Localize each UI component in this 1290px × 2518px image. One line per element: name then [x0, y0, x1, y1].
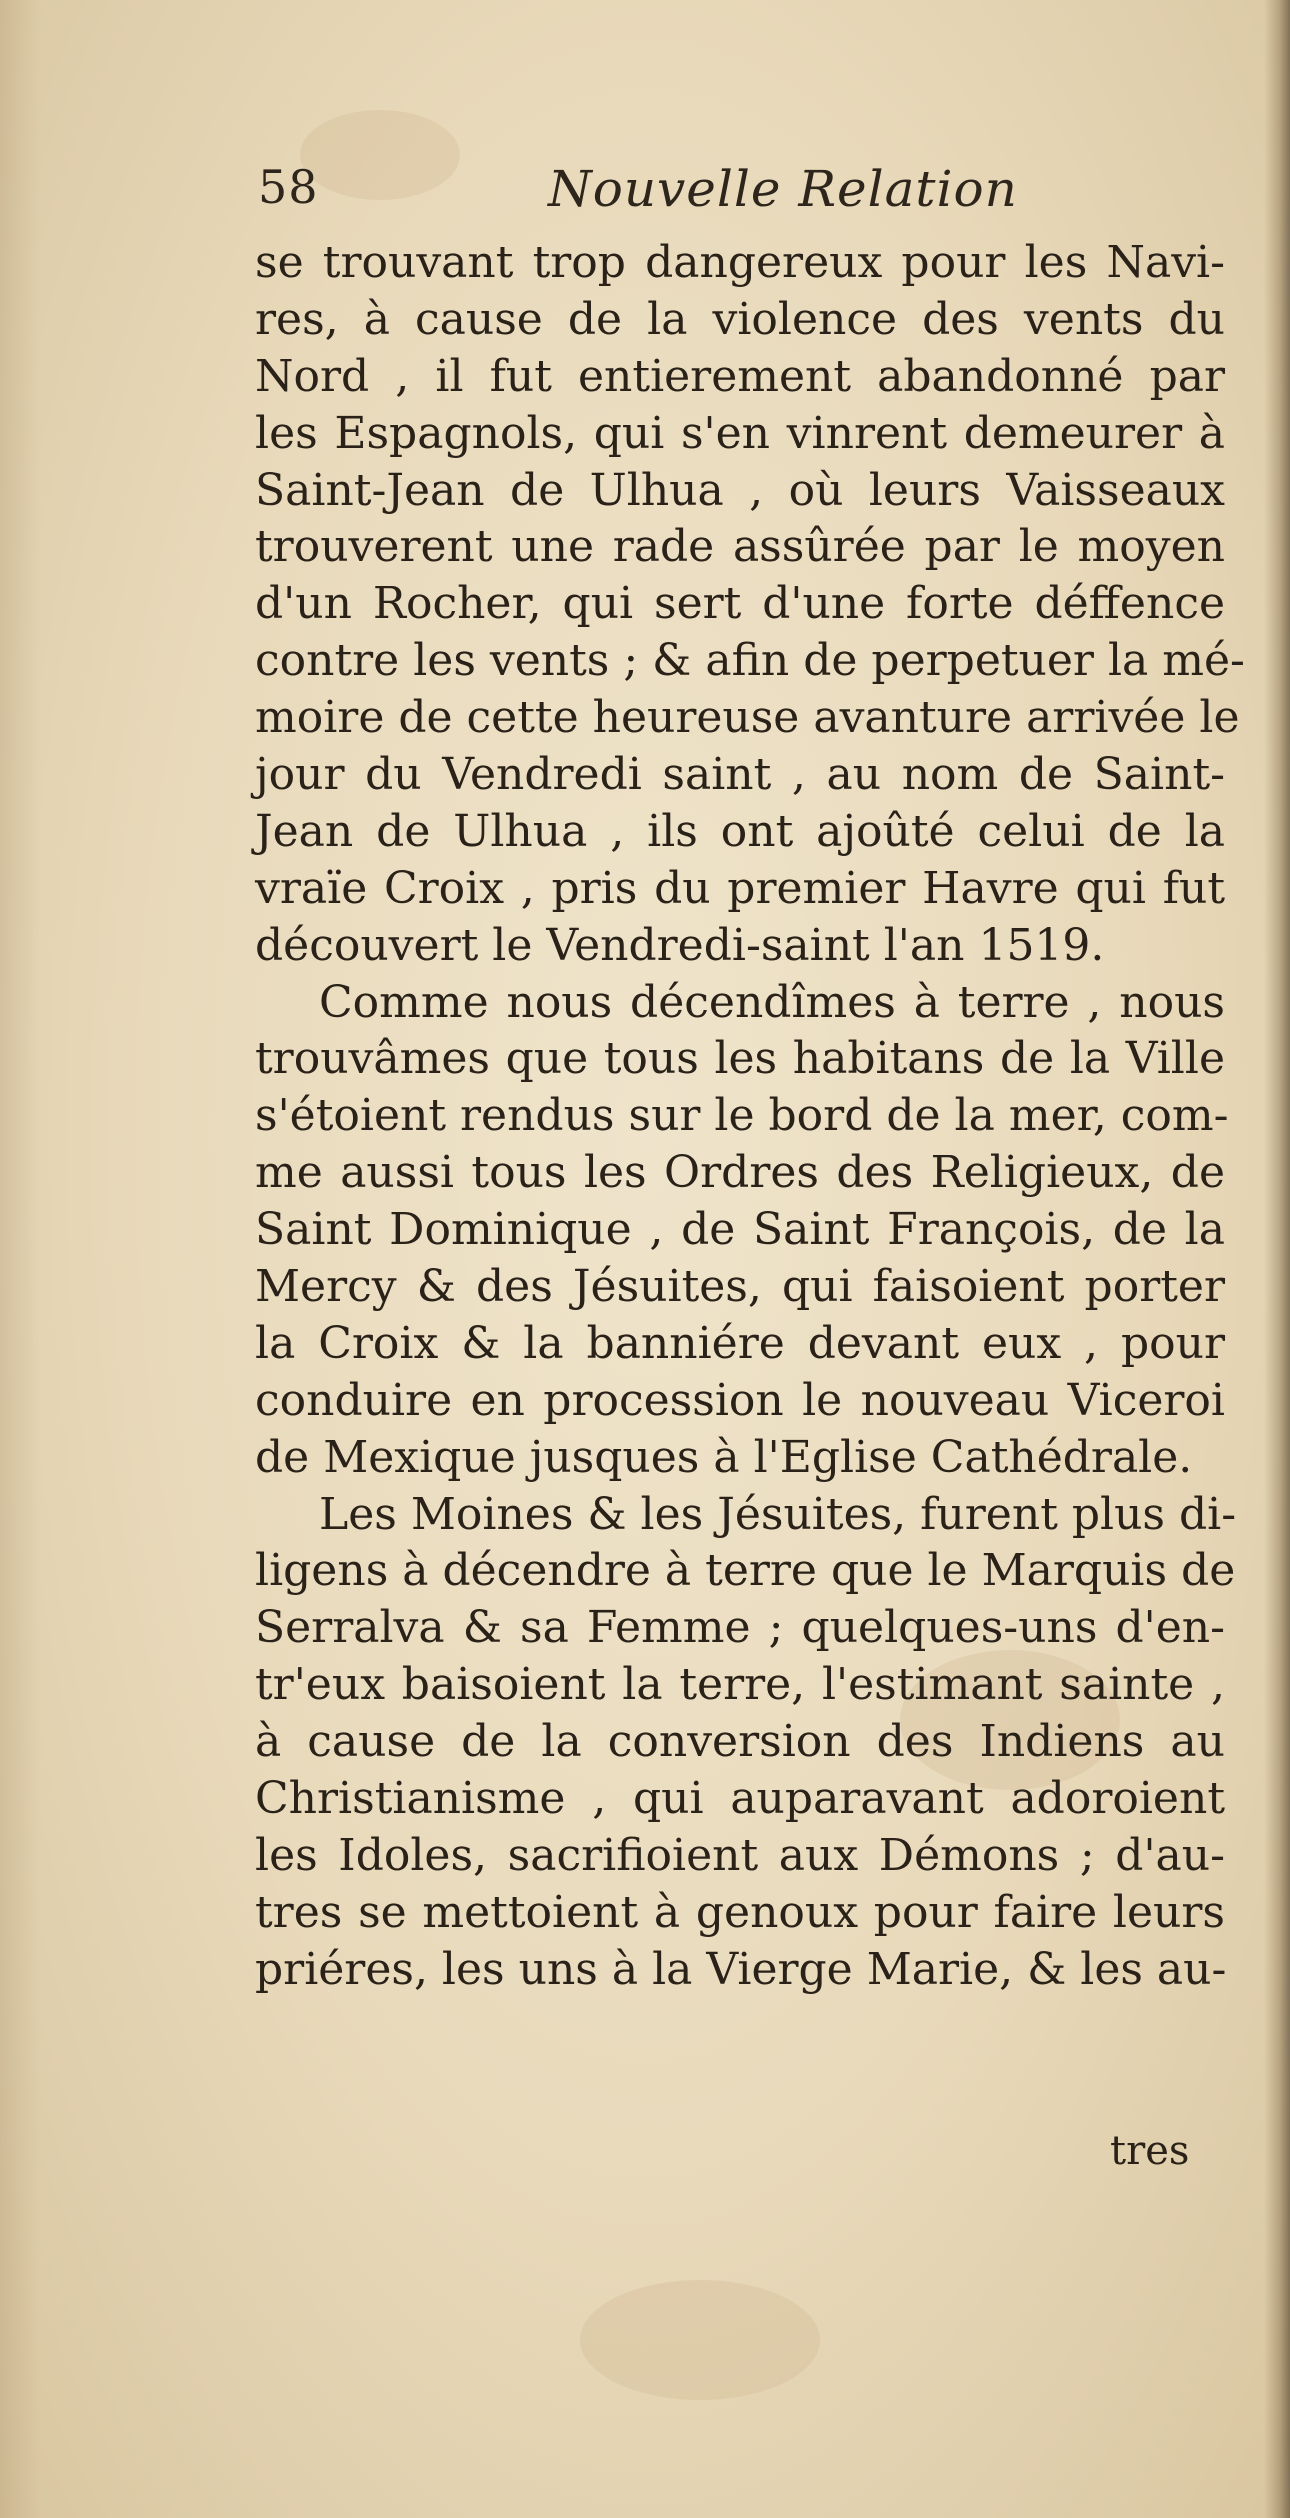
page-number: 58 [258, 160, 319, 214]
text-line: se trouvant trop dangereux pour les Navi- [255, 237, 1225, 288]
text-line: ligens à décendre à terre que le Marquis de [255, 1545, 1236, 1597]
text-line: me aussi tous les Ordres des Religieux, de [255, 1147, 1225, 1199]
text-line: les Idoles, sacrifioient aux Démons ; d'au- [255, 1829, 1225, 1881]
text-line: trouvâmes que tous les habitans de la Ville [255, 1033, 1225, 1085]
paper-stain [580, 2280, 820, 2400]
text-line: à cause de la conversion des Indiens au [255, 1716, 1225, 1768]
text-line: contre les vents ; & afin de perpetuer la mé- [255, 635, 1245, 687]
text-line: s'étoient rendus sur le bord de la mer, com- [255, 1090, 1229, 1142]
paragraph-start-line: Les Moines & les Jésuites, furent plus di- [319, 1488, 1237, 1540]
text-line: vraïe Croix , pris du premier Havre qui fut [255, 862, 1225, 914]
text-line: priéres, les uns à la Vierge Marie, & les au- [255, 1943, 1227, 1995]
catchword: tres [1110, 2128, 1190, 2174]
text-line: Christianisme , qui auparavant adoroient [255, 1773, 1225, 1825]
text-line: Mercy & des Jésuites, qui faisoient porter [255, 1261, 1225, 1313]
text-line: trouverent une rade assûrée par le moyen [255, 521, 1225, 573]
text-line: la Croix & la banniére devant eux , pour [255, 1317, 1225, 1369]
text-line: découvert le Vendredi-saint l'an 1519. [255, 919, 1105, 971]
text-line: Saint Dominique , de Saint François, de la [255, 1204, 1225, 1256]
text-line: moire de cette heureuse avanture arrivée le [255, 692, 1240, 744]
text-line: Saint-Jean de Ulhua , où leurs Vaisseaux [255, 464, 1225, 516]
running-title: Nouvelle Relation [548, 160, 1018, 218]
paragraph-start-line: Comme nous décendîmes à terre , nous [319, 976, 1225, 1028]
text-line: jour du Vendredi saint , au nom de Saint- [255, 749, 1225, 801]
text-line: res, à cause de la violence des vents du [255, 293, 1225, 345]
text-line: Jean de Ulhua , ils ont ajoûté celui de la [255, 805, 1225, 857]
body-text [255, 235, 1245, 1999]
text-line: Nord , il fut entierement abandonné par [255, 350, 1225, 402]
page-header [258, 160, 1218, 230]
text-line: d'un Rocher, qui sert d'une forte déffence [255, 578, 1225, 630]
text-line: conduire en procession le nouveau Viceroi [255, 1374, 1225, 1426]
text-line: de Mexique jusques à l'Eglise Cathédrale. [255, 1431, 1193, 1483]
page-edge-shadow [1264, 0, 1290, 2518]
text-line: Serralva & sa Femme ; quelques-uns d'en- [255, 1602, 1225, 1654]
text-line: tr'eux baisoient la terre, l'estimant sainte , [255, 1659, 1225, 1711]
text-line: tres se mettoient à genoux pour faire leurs [255, 1886, 1225, 1938]
text-line: les Espagnols, qui s'en vinrent demeurer à [255, 407, 1225, 459]
page-gutter-shade [0, 0, 40, 2518]
